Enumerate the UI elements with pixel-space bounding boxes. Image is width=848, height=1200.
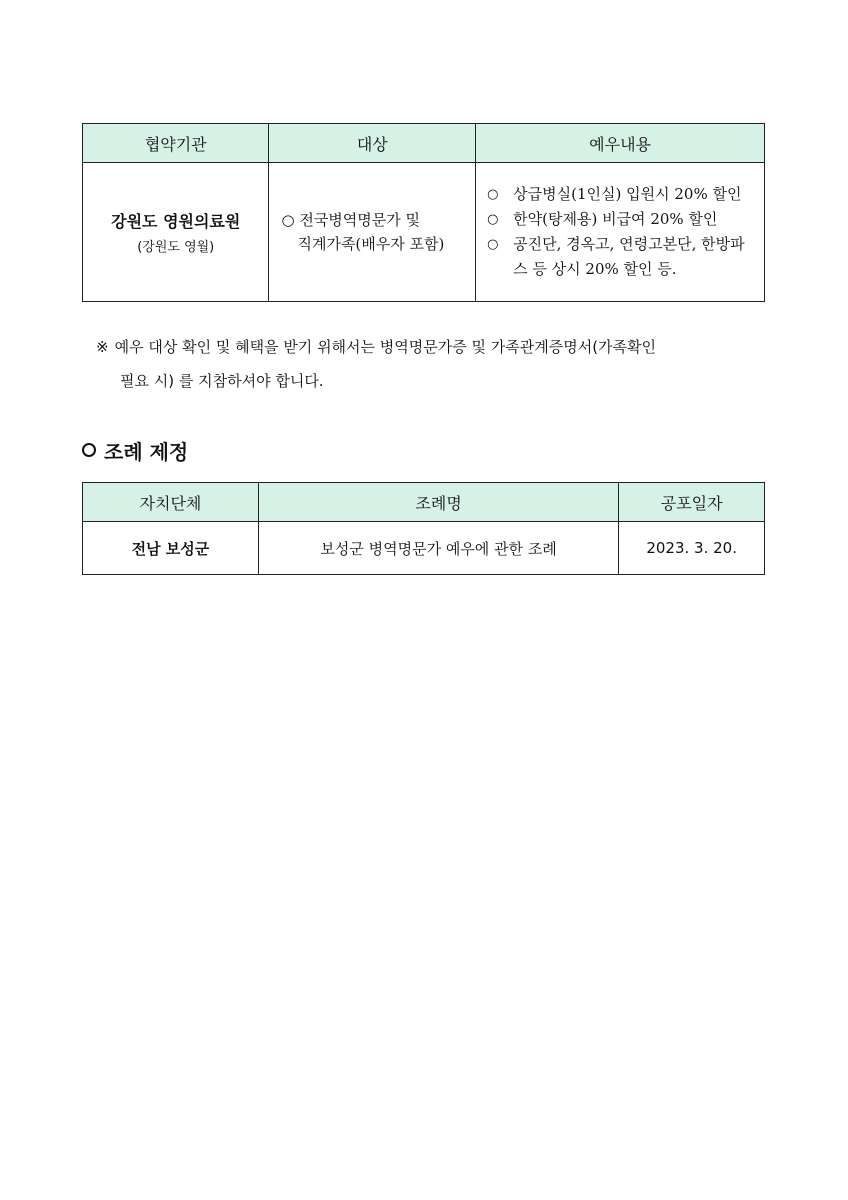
notice-text (96, 330, 776, 398)
promulgation-date-cell: 2023. 3. 20. (619, 522, 765, 575)
header-benefits: 예우내용 (476, 124, 765, 163)
header-ordinance-name: 조례명 (258, 483, 618, 522)
agreement-table (82, 123, 765, 302)
institution-cell (83, 163, 269, 302)
benefits-cell (476, 163, 765, 302)
circle-bullet-icon (82, 443, 96, 457)
institution-location: (강원도 영월) (137, 240, 215, 255)
ordinance-header-row (83, 483, 765, 522)
benefit-list (477, 182, 763, 282)
section-heading (82, 436, 188, 465)
target-cell (269, 163, 476, 302)
agreement-row (83, 163, 765, 302)
header-promulgation-date: 공포일자 (619, 483, 765, 522)
government-cell: 전남 보성군 (83, 522, 259, 575)
benefit-item: ○ 공진단, 경옥고, 연령고본단, 한방파스 등 상시 20% 할인 등. (487, 232, 755, 282)
header-institution: 협약기관 (83, 124, 269, 163)
notice-line1: 예우 대상 확인 및 혜택을 받기 위해서는 병역명문가증 및 가족관계증명서(가족확인 (114, 338, 657, 356)
section-heading-text: 조례 제정 (104, 440, 189, 464)
target-line2: 직계가족(배우자 포함) (297, 235, 445, 253)
ordinance-name-cell: 보성군 병역명문가 예우에 관한 조례 (258, 522, 618, 575)
ordinance-table (82, 482, 765, 575)
notice-line2: 필요 시) 를 지참하셔야 합니다. (120, 372, 324, 390)
agreement-header-row (83, 124, 765, 163)
header-government: 자치단체 (83, 483, 259, 522)
institution-name: 강원도 영원의료원 (111, 212, 241, 231)
header-target: 대상 (269, 124, 476, 163)
benefit-item: ○ 한약(탕제용) 비급여 20% 할인 (487, 207, 755, 232)
reference-mark: ※ (96, 338, 109, 356)
benefit-item: ○ 상급병실(1인실) 입원시 20% 할인 (487, 182, 755, 207)
ordinance-row (83, 522, 765, 575)
target-line1: ○ 전국병역명문가 및 (281, 211, 421, 229)
